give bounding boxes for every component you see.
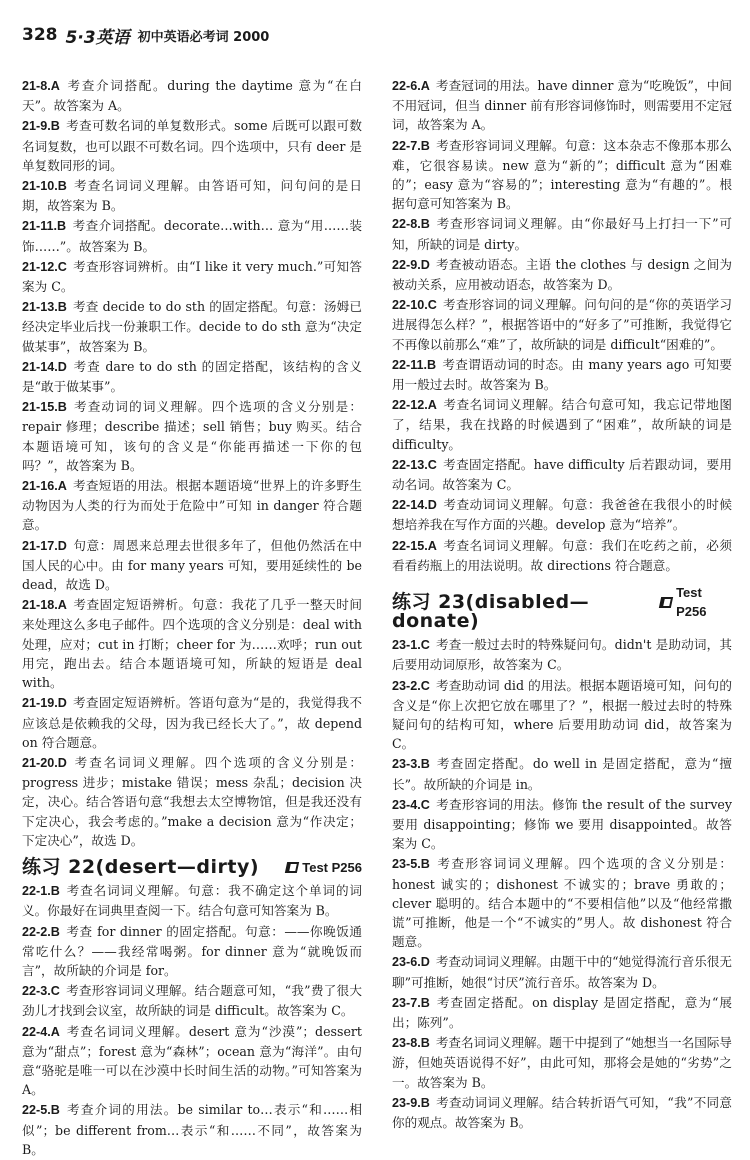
answer-text: 考查形容词辨析。由“I like it very much.”可知答案为 C。 [22,258,362,295]
answer-entry [22,753,362,850]
flag-icon [659,597,673,608]
answer-text: 考查固定搭配。have difficulty 后若跟动词，要用动名词。故答案为 C。 [392,456,732,493]
answer-entry [22,1022,362,1100]
answer-id: 23-1.C [392,638,430,653]
answer-text: 考查可数名词的单复数形式。some 后既可以跟可数名词复数，也可以跟不可数名词。四个选项中，只有 deer 是单复数同形的词。 [22,118,362,173]
answer-id: 22-7.B [392,138,430,153]
answer-entry [392,395,732,454]
answer-entry [392,255,732,294]
answer-text: 考查 decide to do sth 的固定搭配。句意：汤姆已经决定毕业后找一份兼职工作。decide to do sth 意为“决定做某事”，故答案为 B。 [22,299,362,354]
answer-id: 22-9.D [392,257,430,272]
answer-entry [392,495,732,534]
answer-entry [392,455,732,494]
answer-text: 考查固定搭配。do well in 是固定搭配，意为“擅长”。故所缺的介词是 in。 [392,756,732,792]
answer-id: 22-6.A [392,79,430,93]
answer-text: 考查形容词的用法。修饰 the result of the survey 要用 disappointing；修饰 we 要用 disappointed。故答案为 C。 [392,796,732,852]
book-title: 初中英语必考词 2000 [137,29,270,45]
answer-id: 23-9.B [392,1095,430,1110]
answer-text: 考查名词词义理解。题干中提到了“她想当一名国际导游，但她英语说得不好”，由此可知，那将会是她的“劣势”之一。故答案为 B。 [392,1035,732,1090]
answer-text: 考查 dare to do sth 的固定搭配，该结构的含义是“敢于做某事”。 [22,358,362,395]
answer-id: 22-3.C [22,984,60,999]
answer-id: 22-4.A [22,1024,60,1039]
answer-entry [392,754,732,793]
answer-id: 21-12.C [22,259,67,274]
answer-entry [392,1093,732,1132]
answer-text: 考查名词词义理解。结合句意可知，我忘记带地图了，结果，我在找路的时候遇到了“困难”，故所缺的词是 difficulty。 [392,397,732,452]
answer-text: 考查名词词义理解。由答语可知，问句问的是日期，故答案为 B。 [22,178,362,214]
answer-entry [22,595,362,692]
test-label: Test P256 [676,585,707,620]
answer-id: 23-7.B [392,995,430,1010]
answer-text: 考查 for dinner 的固定搭配。句意：——你晚饭通常吃什么？——我经常喝粥。for dinner 意为“就晚饭而言”，故所缺的介词是 for。 [22,923,362,979]
answer-text: 考查动词的词义理解。四个选项的含义分别是：repair 修理；describe 描述；sell 销售；buy 购买。结合本题语境可知，该句的含义是“你能再描述一下你的包吗？”，故答案为 B。 [22,399,362,473]
answer-id: 22-11.B [392,357,437,372]
answer-entry [22,1100,362,1159]
answer-text: 考查介词搭配。decorate…with… 意为“用……装饰……”。故答案为 B。 [22,218,362,254]
answer-entry [392,635,732,674]
page-number: 328 [22,25,58,45]
answer-id: 22-5.B [22,1103,60,1118]
answer-text: 考查形容词词义理解。四个选项的含义分别是：honest 诚实的；dishonest 不诚实的；brave 勇敢的；clever 聪明的。结合本题中的“不要相信他”以及“他经常撒谎”可推断，他是一个“不诚实的”男人。故 dishonest 符合题意。 [392,856,732,950]
answer-text: 考查动词词义理解。结合转折语气可知，“我”不同意你的观点。故答案为 B。 [392,1094,732,1131]
answer-text: 考查短语的用法。根据本题语境“世界上的许多野生动物因为人类的行为而处于危险中”可知 in danger 符合题意。 [22,478,362,533]
answer-text: 考查固定短语辨析。句意：我花了几乎一整天时间来处理这么多电子邮件。四个选项的含义分别是：deal with 处理，应对；cut in 打断；cheer for 为……欢呼；run out 用完，跑出去。结合本题语境可知，所缺的短语是 deal with。 [22,597,362,691]
answer-entry [22,536,362,595]
answer-text: 考查介词的用法。be similar to…表示“和……相似”；be different from…表示“和……不同”，故答案为 B。 [22,1102,362,1157]
answer-text: 考查动词词义理解。由题干中的“她觉得流行音乐很无聊”可推断，她很“讨厌”流行音乐。故答案为 D。 [392,954,732,990]
answer-entry [392,76,732,135]
answer-id: 21-13.B [22,300,67,315]
answer-id: 22-2.B [22,924,60,939]
answer-id: 23-2.C [392,678,430,693]
answer-entry [22,116,362,175]
right-column [392,76,732,1133]
answer-entry [22,476,362,535]
section-title: 练习 23(disabled—donate) [392,590,590,632]
answer-entry [392,295,732,354]
answer-entry [22,257,362,296]
answer-id: 23-8.B [392,1036,430,1051]
test-reference [660,583,732,621]
answer-entry [22,693,362,752]
answer-text: 考查介词搭配。during the daytime 意为“在白天”。故答案为 A。 [22,78,362,114]
page-header [22,20,728,50]
answer-text: 考查名词词义理解。desert 意为“沙漠”；dessert 意为“甜点”；forest 意为“森林”；ocean 意为“海洋”。由句意“骆驼是唯一可以在沙漠中长时间生活的动物。”可知答案为 A。 [22,1023,362,1098]
answer-entry [22,216,362,255]
answer-id: 21-11.B [22,219,67,234]
brand-logo: 5·3英语 [65,27,130,48]
answer-text: 考查一般过去时的特殊疑问句。didn't 是助动词，其后要用动词原形，故答案为 C。 [392,637,732,673]
answer-text: 考查名词词义理解。四个选项的含义分别是：progress 进步；mistake 错误；mess 杂乱；decision 决定，决心。结合答语句意“我想去太空博物馆，但是我还没有下定决心，我会考虑的。”make a decision 意为“作决定；下定决心”，故选 D。 [22,754,362,848]
answer-id: 22-8.B [392,217,430,232]
answer-entry [392,795,732,854]
answer-entry [22,881,362,920]
answer-id: 22-13.C [392,457,437,472]
answer-entry [392,676,732,754]
answer-id: 21-16.A [22,479,67,494]
answer-entry [22,357,362,396]
answer-id: 21-18.A [22,598,67,613]
answer-text: 考查谓语动词的时态。由 many years ago 可知要用一般过去时。故答案为 B。 [392,356,732,393]
answer-entry [22,922,362,981]
answer-entry [392,1033,732,1092]
section-heading [22,858,362,877]
answer-text: 考查名词词义理解。句意：我不确定这个单词的词义。你最好在词典里查阅一下。结合句意可知答案为 B。 [22,883,362,919]
answer-id: 21-9.B [22,119,60,134]
answer-text: 考查形容词词义理解。结合题意可知，“我”费了很大劲儿才找到会议室，故所缺的词是 difficult。故答案为 C。 [22,983,362,1019]
answer-text: 考查名词词义理解。句意：我们在吃药之前，必须看看药瓶上的用法说明。故 directions 符合题意。 [392,537,732,573]
test-label: Test P256 [302,859,362,875]
answer-text: 考查形容词词义理解。句意：这本杂志不像那本那么难，它很容易读。new 意为“新的”；difficult 意为“困难的”；easy 意为“容易的”；interesting 意为“有趣的”。根据句意可知答案为 B。 [392,137,732,212]
answer-entry [392,952,732,991]
section-heading [392,583,732,631]
answer-text: 考查形容词的词义理解。问句问的是“你的英语学习进展得怎么样？”，根据答语中的“好多了”可推断，我觉得它不再像以前那么“难”了，故所缺的词是 difficult“困难的”。 [392,297,732,352]
answer-id: 21-15.B [22,400,67,415]
answer-entry [392,854,732,951]
answer-text: 考查固定短语辨析。答语句意为“是的，我觉得我不应该总是依赖我的父母，因为我已经长大了。”，故 depend on 符合题意。 [22,695,362,750]
flag-icon [285,862,299,873]
answer-id: 23-6.D [392,955,430,970]
answer-entry [22,176,362,215]
answer-entry [22,397,362,475]
answer-entry [392,993,732,1032]
answer-id: 22-1.B [22,884,60,899]
answer-id: 23-4.C [392,797,430,812]
answer-entry [392,214,732,253]
answer-id: 22-12.A [392,398,437,413]
answer-id: 21-8.A [22,79,60,93]
answer-id: 21-14.D [22,359,67,374]
answer-entry [22,76,362,115]
answer-id: 21-17.D [22,538,67,553]
left-column [22,76,362,1160]
answer-text: 考查被动语态。主语 the clothes 与 design 之间为被动关系，应用被动语态，故答案为 D。 [392,256,732,293]
answer-text: 考查助动词 did 的用法。根据本题语境可知，问句的含义是“你上次把它放在哪里了？”，根据一般过去时的特殊疑问句的结构可知，where 后要用助动词 did，故答案为 C。 [392,677,732,752]
answer-text: 考查固定搭配。on display 是固定搭配，意为“展出；陈列”。 [392,994,732,1031]
answer-id: 23-3.B [392,757,430,772]
answer-id: 22-14.D [392,498,437,513]
answer-entry [392,536,732,575]
answer-id: 22-10.C [392,298,437,313]
answer-text: 考查形容词词义理解。由“你最好马上打扫一下”可知，所缺的词是 dirty。 [392,216,732,252]
answer-text: 考查动词词义理解。句意：我爸爸在我很小的时候想培养我在写作方面的兴趣。develop 意为“培养”。 [392,497,732,533]
answer-id: 23-5.B [392,857,430,872]
answer-id: 21-19.D [22,696,67,711]
answer-id: 22-15.A [392,538,437,553]
answer-id: 21-20.D [22,755,67,770]
answer-id: 21-10.B [22,179,67,194]
answer-entry [392,355,732,394]
section-title: 练习 22(desert—dirty) [22,856,260,879]
test-reference [286,858,362,877]
answer-entry [22,981,362,1020]
answer-entry [22,297,362,356]
answer-text: 考查冠词的用法。have dinner 意为“吃晚饭”，中间不用冠词，但当 dinner 前有形容词修饰时，则需要用不定冠词，故答案为 A。 [392,78,732,133]
answer-text: 句意：周恩来总理去世很多年了，但他仍然活在中国人民的心中。由 for many years 可知，要用延续性的 be dead，故选 D。 [22,537,362,593]
answer-entry [392,136,732,214]
